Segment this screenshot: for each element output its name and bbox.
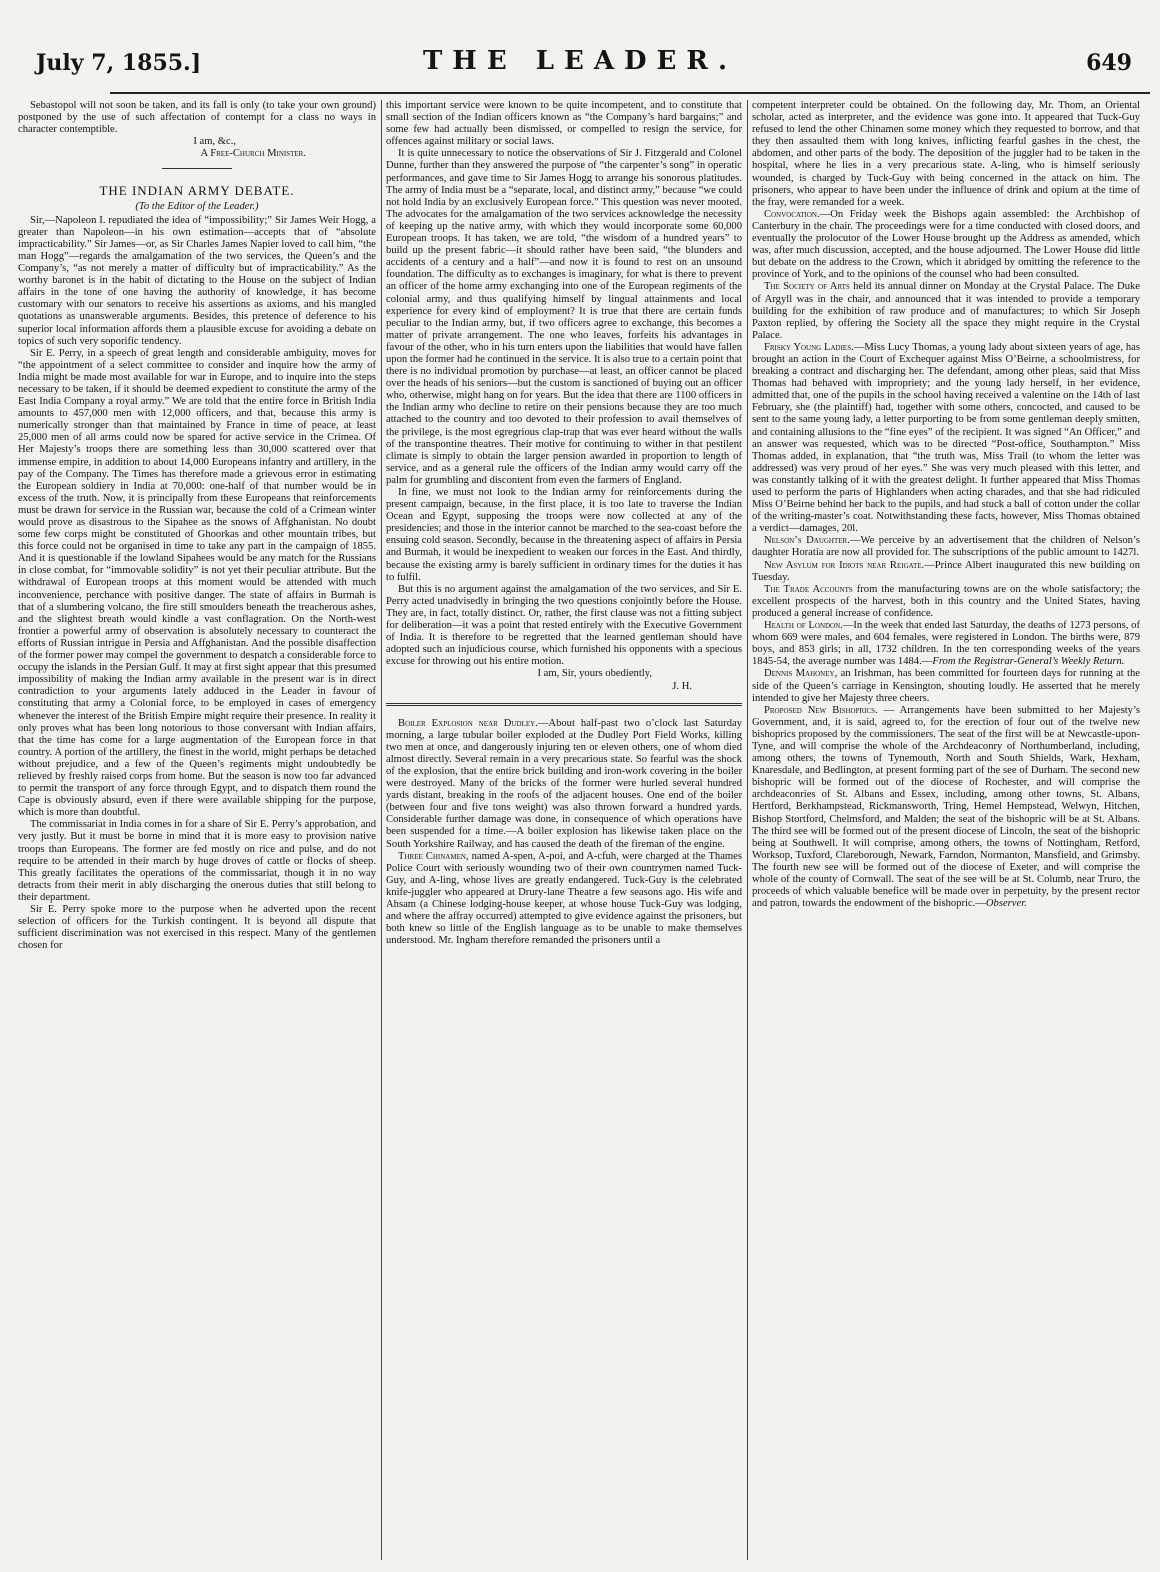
newspaper-title: THE LEADER. (422, 46, 738, 76)
news-item-text: — Arrangements have been submitted to her Majesty’s Government, and, it is said, agreed to, for the erection of four out of the twelve new bishoprics proposed by the commissioners. The seat of the first will be at Newcastle-upon-Tyne, and will comprise the whole of the Archdeaconry of Northumberland, including, among others, the towns of Tynemouth, North and South Shields, Wark, Hexham, Knaresdale, and Bedlington, at present forming part of the see of Durham. The second new bishopric will be formed out of the diocese of Rochester, and will comprise the archdeaconries of St. Albans and Essex, including, among other towns, St. Albans, Hertford, Berkhampstead, Rickmansworth, Tring, Hemel Hempstead, Welwyn, Hitchen, Bishop Stortford, Chelmsford, and Malden; the seat of the bishopric will be at St. Albans. The third see will be formed out of the present diocese of Lincoln, the seat of the bishopric being at Southwell. It will comprise, among others, the towns of Nottingham, Retford, Worksop, Tuxford, Clareborough, Newark, Farndon, Normanton, Mansfield, and Grimsby. The fourth new see will be formed out of the diocese of Exeter, and will comprise the whole of the county of Cornwall. The seat of the see will be at St. Columb, near Truro, the proceeds of which valuable benefice will be made over in perpetuity, by the present rector and patron, towards the endowment of the bishopric.— (752, 704, 1140, 910)
news-item (752, 584, 1140, 620)
news-item-heading: Dennis Mahoney, (764, 668, 838, 680)
news-item (752, 342, 1140, 536)
news-item-heading: Convocation. (764, 208, 820, 220)
news-item (386, 718, 742, 851)
news-item-text: —Miss Lucy Thomas, a young lady about sixteen years of age, has brought an action in the Court of Exchequer against Miss O’Beirne, a schoolmistress, for breaking a contract and discharging her. The defendant, among other pleas, said that Miss Thomas had behaved with impropriety; and the young lady herself, in her evidence, admitted that, one of the pupils in the school having received a valentine on the 14th of last February, she (the plaintiff) had, together with some others, concocted, and caused to be sent to the same young lady, a letter purporting to be from some gentleman deeply smitten, and containing allusions to the “fine eyes” of the recipient. It was signed “An Officer,” and an answer was requested, which was to be directed “Post-office, Southampton.” Miss Thomas added, in explanation, that “the truth was, Miss Trail (to whom the letter was addressed) was very proud of her eyes.” She was very much pleased with this letter, and was constantly talking of it with the greatest delight. It further appeared that Miss Thomas used to perform the parts of Highlanders when acting charades, and that she had ridiculed Miss O’Beirne behind her back to the pupils, and had stuck a ball of cotton under the collar of the writing-master’s coat. Notwithstanding these facts, however, Miss Thomas obtained a verdict—damages, 20l. (752, 341, 1140, 535)
letter-closing: I am, Sir, yours obediently, (537, 668, 652, 680)
masthead (10, 38, 1150, 92)
news-item-heading: Nelson’s Daughter. (764, 535, 850, 547)
news-item-source: Observer. (985, 898, 1027, 910)
news-item-heading: Frisky Young Ladies. (764, 341, 854, 353)
news-item-heading: Proposed New Bishoprics. (764, 704, 878, 716)
news-item-continued: competent interpreter could be obtained. On the following day, Mr. Thom, an Oriental scholar, acted as interpreter, and the evidence was gone into. It appeared that Tuck-Guy refused to lend the other Chinamen some money which they requested to borrow, and that they then assaulted them with long knives, inflicting fearful gashes in the chest, the abdomen, and other parts of the body. The deposition of the juggler had to be taken in the hospital, where he lies in a very precarious state. A-ling, who is himself seriously wounded, is charged by Tuck-Guy with being concerned in the attack on him. The prisoners, who appear to have been under the influence of drink and opium at the time of the fray, were remanded for a week. (752, 100, 1140, 208)
news-item-text: —In the week that ended last Saturday, the deaths of 1273 persons, of whom 669 were males, and 604 females, were registered in London. The births were, 879 boys, and 853 girls; in all, 1732 children. In the ten corresponding weeks of the years 1845-54, the average number was 1484.— (752, 620, 1140, 668)
article-subtitle: (To the Editor of the Leader.) (135, 200, 259, 212)
letter-closing: I am, &c., (193, 136, 236, 148)
news-item (752, 560, 1140, 584)
news-item-heading: The Trade Accounts (764, 583, 853, 595)
news-item (752, 705, 1140, 911)
column-1 (18, 100, 376, 1560)
article-paragraph: Sir E. Perry spoke more to the purpose when he adverted upon the recent selection of officers for the Turkish contingent. It is beyond all dispute that sufficient discrimination was not exercised in this respect. Many of the gentlemen chosen for (18, 904, 376, 952)
news-item-heading: Boiler Explosion near Dudley. (398, 717, 538, 729)
article-paragraph: this important service were known to be quite incompetent, and to constitute that small section of the Indian officers known as “the Company’s hard bargains;” and some few had actually been dismissed, or compelled to resign the service, for offences against military or social laws. (386, 100, 742, 148)
issue-date: July 7, 1855.] (36, 50, 202, 76)
news-item-source: From the Registrar-General’s Weekly Return. (932, 656, 1125, 668)
article-paragraph: But this is no argument against the amalgamation of the two services, and Sir E. Perry acted unadvisedly in bringing the two questions conjointly before the House. They are, in fact, totally distinct. Or, rather, the first clause was not a fitting subject for deliberation—it was a point that rested entirely with the Executive Government of India. It is therefore to be regretted that the learned gentleman should have adopted such an injudicious course, which furnished his opponents with a specious excuse for throwing out his entire motion. (386, 583, 742, 668)
article-title: THE INDIAN ARMY DEBATE. (99, 183, 295, 199)
news-item-text: —Prince Albert inaugurated this new building on Tuesday. (752, 559, 1140, 583)
news-item (752, 281, 1140, 341)
news-item-text: —On Friday week the Bishops again assembled: the Archbishop of Canterbury in the chair. The proceedings were for a time conducted with closed doors, and eventually the prolocutor of the Lower House brought up the Address as amended, which was, after much discussion, accepted, and the house adjourned. The Lower House did little but debate on the address to the Crown, which it abridged by omitting the reference to the province of York, and to the opinions of the counsel who had been consulted. (752, 208, 1140, 281)
column-3 (752, 100, 1140, 1560)
column-divider (747, 100, 748, 1560)
news-item (752, 209, 1140, 282)
news-item (752, 668, 1140, 704)
masthead-rule (110, 92, 1150, 94)
news-item-heading: The Society of Arts (764, 281, 850, 293)
news-item-text: held its annual dinner on Monday at the Crystal Palace. The Duke of Argyll was in the chair, and announced that it was intended to provide a temporary building for the exhibition of raw produce and of manufactures; to which Sir Joseph Paxton replied, by offering the Society all the space they might require in the Crystal Palace. (752, 281, 1140, 341)
letter-initials: J. H. (672, 680, 692, 692)
news-item (386, 851, 742, 948)
news-item-text: —We perceive by an advertisement that the children of Nelson’s daughter Horatia are now all provided for. The subscriptions of the public amount to 1427l. (752, 535, 1140, 559)
news-item-heading: Three Chinamen, (398, 850, 469, 862)
section-rule (386, 703, 742, 706)
article-paragraph: In fine, we must not look to the Indian army for reinforcements during the present campaign, because, in the first place, it is too late to traverse the Indian Ocean and Egypt, supposing the troops were now collected at any of the presidencies; and those in the interior cannot be marched to the sea-coast before the ensuing cold season. Secondly, because in the threatening aspect of affairs in Persia and Burmah, it would be inexpedient to weaken our forces in the East. And thirdly, because the existing army is barely sufficient in ordinary times for the duties it has to fulfil. (386, 487, 742, 583)
news-item-text: —About half-past two o’clock last Saturday morning, a large tubular boiler exploded at the Dudley Port Field Works, killing two men at once, and dangerously injuring ten or eleven others, one of whom died almost directly. Several remain in a very precarious state. So fearful was the shock of the explosion, that the entire brick building and iron-work covering in the boiler were destroyed. Many of the bricks of the former were hurled several hundred yards distant, breaking in the roofs of the adjacent houses. One end of the boiler (between four and five tons weight) was also thrown forward a hundred yards. Considerable further damage was done, in consequence of which operations have been suspended for a time.—A boiler explosion has likewise taken place on the South Yorkshire Railway, and has caused the death of the fireman of the engine. (386, 717, 742, 850)
letter-conclusion: Sebastopol will not soon be taken, and its fall is only (to take your own ground) postponed by the use of such affectation of contempt for a class no ways in character contemptible. (18, 100, 376, 136)
news-item-text: an Irishman, has been committed for fourteen days for running at the side of the Queen’s carriage in Kensington, shouting loudly. He asserted that he merely intended to give her Majesty three cheers. (752, 668, 1140, 704)
letter-signature: A Free-Church Minister. (200, 148, 306, 160)
article-paragraph: Sir E. Perry, in a speech of great length and considerable ambiguity, moves for “the appointment of a select committee to consider and inquire how the army of India might be made most available for war in Europe, and to inquire into the steps necessary to be taken, if it should be deemed expedient to constitute the army of the East India Company a royal army.” We are told that the entire force in British India amounts to 457,000 men with 12,000 officers, and that, because this army is numerically stronger than that maintained by France in time of peace, at least 25,000 men of all arms could now be spared for active service in the Crimea. Of Her Majesty’s troops there are something less than 30,000 scattered over that immense empire, in addition to about 14,000 Europeans infantry and artillery, in the pay of the Company. The Times has therefore made a grievous error in estimating the European soldiery in India at 70,000: one-half of that number would be in excess of the truth. Now, it is principally from these Europeans that reinforcements must be drawn for service in the Russian war, because the cold of a Crimean winter would prove as disastrous to the Sipahee as the snows of Affghanistan. No doubt some few corps might be constituted of Ghoorkas and other mountain tribes, but this force could not be organised in time to take any part in the campaign of 1855. And it is questionable if the lowland Sipahees would be any match for the Russians in close combat, for “immovable solidity” is not yet their peculiar attribute. But the withdrawal of European troops at this moment would be attended with much inconvenience, perchance with positive danger. The state of affairs in Burmah is that of a slumbering volcano, the fire still smoulders beneath the treacherous ashes, and the slightest breath would kindle a vast conflagration. On the North-west frontier a powerful army of observation is absolutely necessary to counteract the efforts of Russian intrigue in Persia and Affghanistan. And the possible disaffection of the former power may compel the government to despatch a considerable force to occupy the islands in the Persian Gulf. It may at first sight appear that this presumed impossibility of making the Indian army available in the present war is in direct contradiction to your arguments lately adduced in the Leader in favour of constituting that army a Colonial force, to be employed in cases of emergency whenever the interest of the British Empire might require their presence. In reality it only proves what has been long notorious to those conversant with Indian affairs, that the time has come for a large augmentation of the European force in that country. A portion of the artillery, the finest in the world, might perhaps be detached without prejudice, and a few of the Queen’s regiments might undoubtedly be relieved by freshly raised corps from home. But the season is now too far advanced to permit the transport of any force through Egypt, and to dispatch them round the Cape is obviously absurd, even if there were available shipping for the purpose, which is more than doubtful. (18, 347, 376, 819)
section-rule (162, 168, 232, 169)
news-item-heading: New Asylum for Idiots near Reigate. (764, 559, 925, 571)
article-paragraph: It is quite unnecessary to notice the observations of Sir J. Fitzgerald and Colonel Dunne, further than they answered the purpose of “the carpenter’s song” in operatic performances, and gave time to Sir James Hogg to arrange his sonorous platitudes. The army of India must be a “separate, local, and distinct army,” because “we could not hold India by an exclusively European force.” This question was never mooted. The advocates for the amalgamation of the two services acknowledge the necessity of keeping up the native army, with which they would incorporate some 60,000 European troops. It has taken, we are told, “the wisdom of a hundred years” to build up the present fabric—it should rather have been said, “the blunders and accidents of a century and a half”—and now it is found to rest on an unsound foundation. The difficulty as to exchanges is imaginary, for what is there to prevent an officer of the home army exchanging into one of the European regiments of the colonial army, and thus qualifying himself by lingual attainments and local experience for every kind of employment? It is true that there are certain funds peculiar to the Indian army, but, if two officers agree to exchange, this becomes a matter of private arrangement. The one who leaves, forfeits his advantages in favour of the other, who in his turn enters upon the liabilities that would have fallen upon the former had he continued in the service. It is also true to a certain point that there is no individual promotion by purchase—at least, an officer cannot be placed over the heads of his seniors—but the custom is sanctioned of buying out an officer who, otherwise, might hang on for years. But the idea that there are 1100 officers in the Indian army who decline to retire on their pensions because they are too much attached to the country and too devoted to their profession to avail themselves of the privilege, is the most egregrious clap-trap that was ever heard without the walls of the transpontine theatres. Their motive for continuing to wither in that pestilent climate is simply to obtain the larger pension awarded in proportion to length of service, and as a general rule the officers of the Indian army would carry off the palm for grumbling and discontent from even the farmers of England. (386, 148, 742, 486)
article-paragraph: Sir,—Napoleon I. repudiated the idea of “impossibility;” Sir James Weir Hogg, a greater than Napoleon—in his own estimation—accepts that of “absolute impracticability.” Sir James—or, as Sir Charles James Napier loved to call him, “the man Hogg”—regards the amalgamation of the two services, the Queen’s and the Company’s, “as not merely a matter of difficulty but of impracticability.” As the worthy baronet is in the habit of dictating to the House on the subject of Indian affairs in the tone of one having the authority of knowledge, it has become customary with our senators to receive his assertions as axioms, and his mangled quotations as unanswerable arguments. Besides, this pretence of deference to his superior local information affords them a plausible excuse for avoiding a debate on topics of such very soporific tendency. (18, 214, 376, 347)
news-item-heading: Health of London. (764, 620, 843, 632)
article-paragraph: The commissariat in India comes in for a share of Sir E. Perry’s approbation, and very justly. But it must be borne in mind that it is more easy to provision native troops than Europeans. The former are fed mostly on rice and pulse, and do not require to be attended in their march by huge droves of cattle or flocks of sheep. This greatly facilitates the operations of the commissariat, though it in no way detracts from their merit in ably discharging the onerous duties that still belong to their department. (18, 819, 376, 903)
news-item-text: from the manufacturing towns are on the whole satisfactory; the excellent prospects of the harvest, both in this country and the United States, having produced a general increase of confidence. (752, 583, 1140, 619)
column-divider (381, 100, 382, 1560)
column-2 (386, 100, 742, 1560)
news-item (752, 620, 1140, 668)
news-item-text: named A-spen, A-poi, and A-cfuh, were charged at the Thames Police Court with seriously wounding two of their own countrymen named Tuck-Guy, and A-ling, whose lives are greatly endangered. Tuck-Guy is the celebrated knife-juggler who appeared at Drury-lane Theatre a few seasons ago. His wife and Ahsam (a Chinese lodging-house keeper, at whose house Tuck-Guy was lodging, and where the affray occurred) attempted to give evidence against the prisoners, but both knew so little of the English language as to be unable to make themselves understood. Mr. Ingham therefore remanded the prisoners until a (386, 850, 742, 947)
news-item (752, 535, 1140, 559)
page-number: 649 (1086, 50, 1132, 76)
